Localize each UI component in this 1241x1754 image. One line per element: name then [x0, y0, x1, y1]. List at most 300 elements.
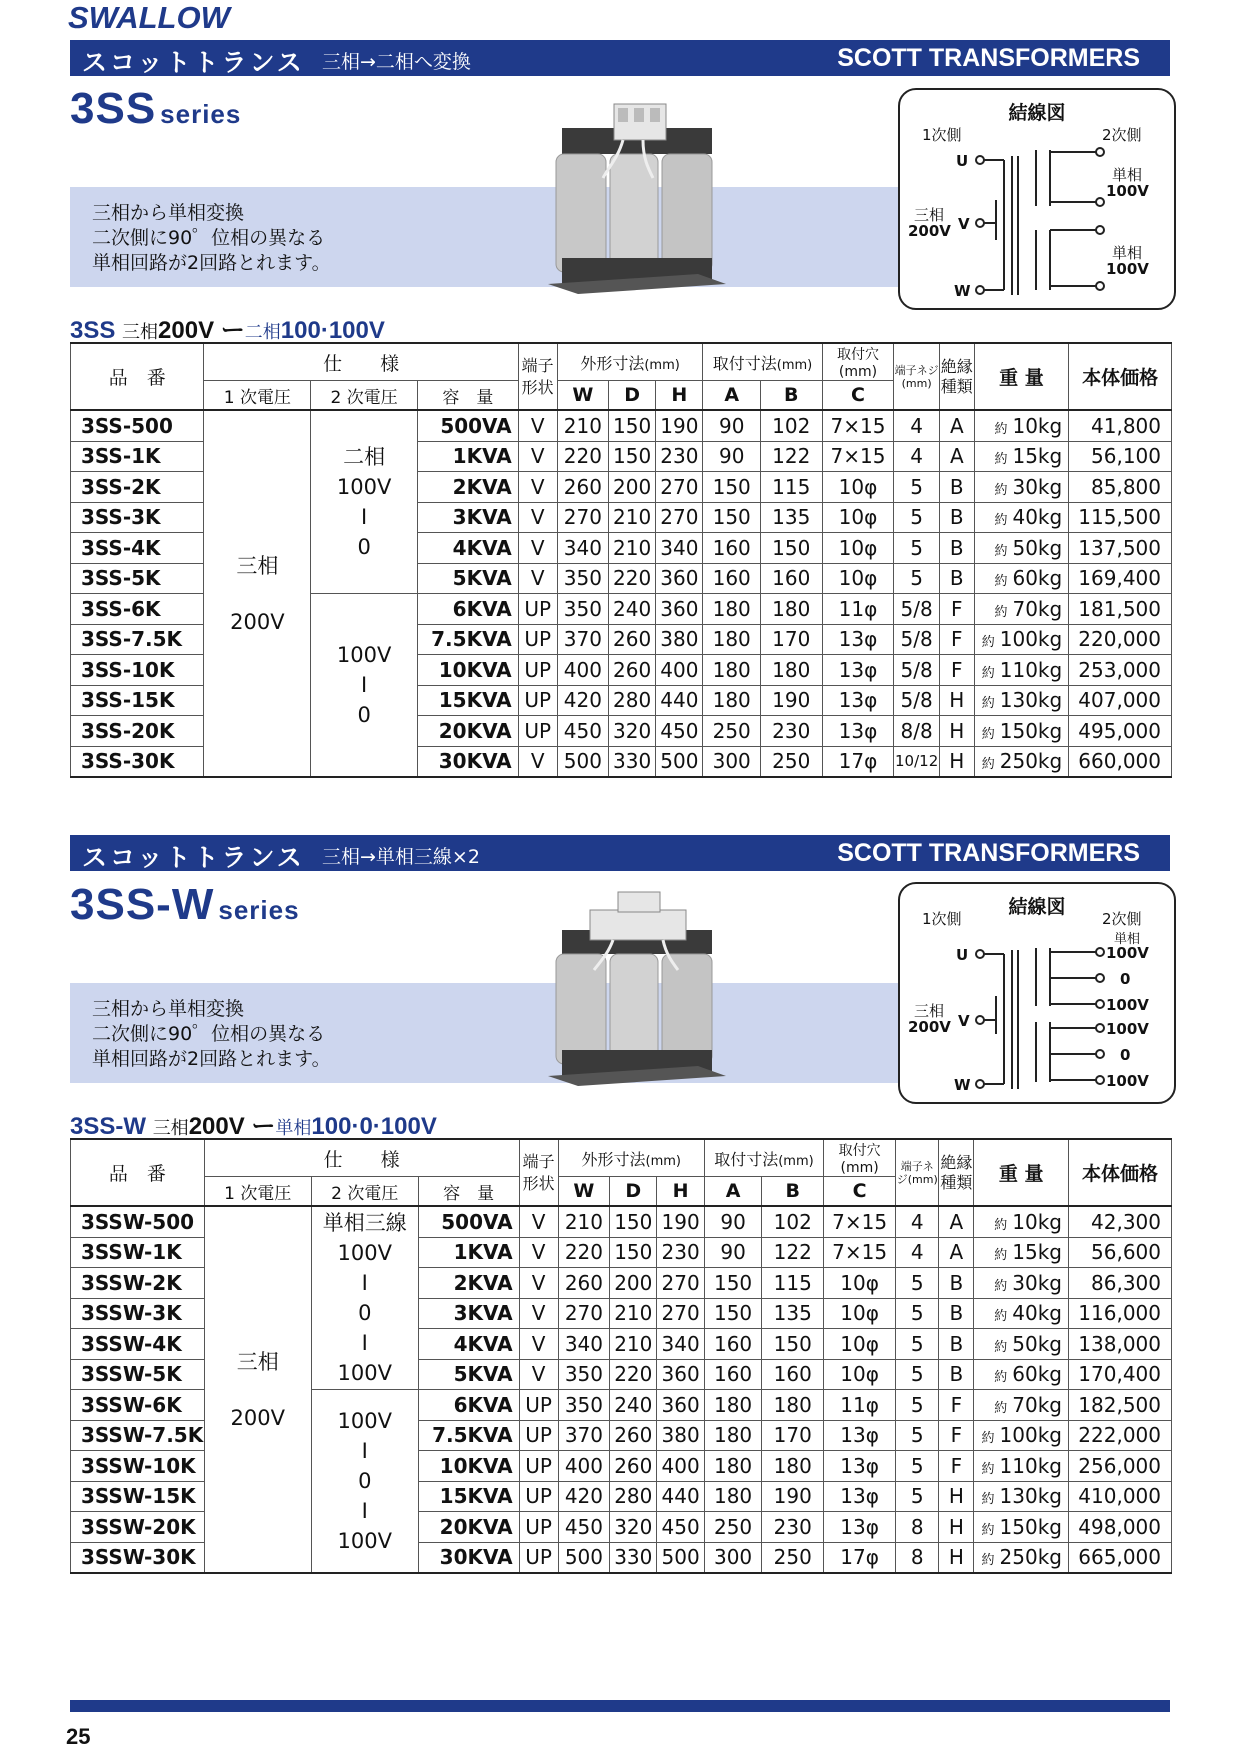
secondary-voltage-cell-bottom	[311, 594, 418, 778]
insulation-cell: H	[939, 1542, 974, 1573]
screw-cell: 10/12	[894, 746, 939, 777]
subhead-output-voltage: 100·0·100V	[311, 1113, 437, 1140]
b-cell: 160	[762, 1359, 824, 1390]
h-cell: 380	[656, 624, 703, 655]
wiring-out-5: 0	[1120, 1046, 1131, 1064]
weight-approx: 約	[994, 1309, 1008, 1325]
model-cell: 3SSW-6K	[71, 1390, 205, 1421]
wiring-secondary-label: 2次側	[1102, 910, 1142, 928]
h-cell: 270	[656, 502, 703, 533]
insulation-cell: F	[939, 1451, 974, 1482]
price-cell: 220,000	[1069, 624, 1172, 655]
weight-approx: 約	[981, 1522, 995, 1538]
terminal-cell: V	[519, 1329, 558, 1360]
weight-cell	[974, 1206, 1069, 1237]
capacity-cell: 15KVA	[418, 1481, 519, 1512]
secondary-voltage-line: 100V	[337, 1409, 392, 1433]
weight-value: 110kg	[999, 657, 1063, 682]
th-capacity: 容 量	[418, 1177, 519, 1207]
insulation-cell: B	[939, 563, 974, 594]
wiring-out-4: 100V	[1106, 1020, 1149, 1038]
secondary-voltage-cell-top	[311, 1206, 418, 1390]
insulation-cell: F	[939, 1420, 974, 1451]
capacity-cell: 7.5KVA	[418, 1420, 519, 1451]
weight-approx: 約	[981, 1553, 995, 1569]
h-cell: 360	[657, 1390, 704, 1421]
desc-line: 単相回路が2回路とれます。	[92, 252, 331, 274]
h-cell: 500	[656, 746, 703, 777]
b-cell: 230	[762, 1512, 824, 1543]
terminal-cell: V	[518, 502, 557, 533]
capacity-cell: 5KVA	[418, 1359, 519, 1390]
model-cell: 3SSW-1K	[71, 1237, 205, 1268]
subhead-voltage: 200V	[158, 317, 215, 344]
hole-cell: 7×15	[824, 1206, 896, 1237]
insulation-cell: B	[939, 1329, 974, 1360]
weight-cell	[974, 1481, 1069, 1512]
weight-approx: 約	[994, 543, 1008, 559]
th-secondary-voltage: 2 次電圧	[311, 1177, 418, 1207]
terminal-cell: V	[518, 410, 557, 441]
terminal-v: V	[958, 1012, 970, 1030]
secondary-voltage-line: 0	[358, 1301, 372, 1325]
w-cell: 260	[557, 472, 608, 503]
series-suffix: series	[218, 895, 300, 925]
weight-value: 150kg	[999, 718, 1063, 743]
w-cell: 500	[557, 746, 608, 777]
th-outer-label: 外形寸法	[580, 353, 645, 373]
screw-cell: 5	[894, 533, 939, 564]
screw-cell: 4	[896, 1206, 939, 1237]
model-cell: 3SS-30K	[71, 746, 204, 777]
hole-cell: 13φ	[824, 1512, 896, 1543]
th-a: A	[704, 1177, 762, 1207]
insulation-cell: H	[939, 716, 974, 747]
d-cell: 150	[609, 410, 656, 441]
section2-product-photo	[548, 890, 728, 1090]
a-cell: 160	[703, 563, 761, 594]
w-cell: 260	[558, 1268, 609, 1299]
model-cell: 3SS-2K	[71, 472, 204, 503]
w-cell: 210	[558, 1206, 609, 1237]
weight-cell	[974, 472, 1068, 503]
terminal-cell: UP	[519, 1420, 558, 1451]
secondary-voltage-line: 0	[358, 1469, 372, 1493]
terminal-cell: UP	[518, 685, 557, 716]
section1-title-bar	[70, 40, 1170, 76]
model-cell: 3SSW-7.5K	[71, 1420, 205, 1451]
h-cell: 270	[657, 1298, 704, 1329]
h-cell: 440	[656, 685, 703, 716]
insulation-cell: B	[939, 1298, 974, 1329]
price-cell: 42,300	[1068, 1206, 1171, 1237]
section2-spec-table	[70, 1138, 1172, 1574]
wiring-lines	[900, 90, 1174, 308]
price-cell: 407,000	[1069, 685, 1172, 716]
hole-cell: 10φ	[824, 1359, 896, 1390]
subhead-voltage: 200V	[188, 1113, 245, 1140]
h-cell: 270	[656, 472, 703, 503]
screw-cell: 5	[894, 502, 939, 533]
model-cell: 3SSW-20K	[71, 1512, 205, 1543]
capacity-cell: 1KVA	[418, 1237, 519, 1268]
weight-value: 70kg	[1012, 596, 1063, 621]
weight-cell	[974, 716, 1068, 747]
weight-value: 40kg	[1012, 1301, 1062, 1326]
secondary-voltage-line: I	[361, 1271, 368, 1295]
insulation-cell: A	[939, 1206, 974, 1237]
capacity-cell: 6KVA	[418, 1390, 519, 1421]
w-cell: 370	[558, 1420, 609, 1451]
insulation-cell: B	[939, 1268, 974, 1299]
model-cell: 3SS-3K	[71, 502, 204, 533]
weight-value: 40kg	[1012, 505, 1063, 530]
a-cell: 160	[704, 1329, 762, 1360]
wiring-out2-a: 単相	[1112, 244, 1143, 262]
screw-cell: 4	[894, 441, 939, 472]
a-cell: 90	[704, 1237, 762, 1268]
weight-approx: 約	[994, 1400, 1008, 1416]
insulation-cell: F	[939, 655, 974, 686]
terminal-w: W	[954, 282, 971, 300]
w-cell: 450	[557, 716, 608, 747]
wiring-200v: 200V	[908, 1018, 951, 1036]
price-cell: 253,000	[1069, 655, 1172, 686]
table-row	[71, 1206, 1172, 1237]
weight-approx: 約	[994, 452, 1008, 468]
th-d: D	[609, 381, 656, 411]
d-cell: 320	[609, 716, 656, 747]
w-cell: 420	[557, 685, 608, 716]
weight-approx: 約	[994, 604, 1008, 620]
d-cell: 200	[609, 472, 656, 503]
weight-cell	[974, 1451, 1069, 1482]
weight-value: 100kg	[999, 1423, 1062, 1448]
d-cell: 210	[610, 1298, 657, 1329]
series-main: 3SS	[70, 84, 157, 133]
insulation-cell: A	[939, 1237, 974, 1268]
screw-cell: 5/8	[894, 594, 939, 625]
weight-value: 60kg	[1012, 566, 1063, 591]
weight-cell	[974, 594, 1068, 625]
weight-value: 10kg	[1012, 413, 1063, 438]
section1-title-sub: 三相→二相へ変換	[322, 51, 471, 73]
weight-approx: 約	[994, 482, 1008, 498]
th-price: 本体価格	[1068, 1139, 1171, 1206]
weight-cell	[974, 1512, 1069, 1543]
model-cell: 3SS-10K	[71, 655, 204, 686]
th-price: 本体価格	[1069, 343, 1172, 410]
th-b: B	[762, 1177, 824, 1207]
d-cell: 200	[610, 1268, 657, 1299]
b-cell: 250	[760, 746, 822, 777]
screw-cell: 5	[896, 1481, 939, 1512]
weight-approx: 約	[981, 726, 995, 742]
series-suffix: series	[160, 99, 242, 129]
th-primary-voltage: 1 次電圧	[204, 381, 311, 411]
weight-cell	[974, 563, 1068, 594]
subhead-output-voltage: 100·100V	[280, 317, 385, 344]
weight-value: 130kg	[999, 1484, 1062, 1509]
secondary-voltage-line: I	[361, 1331, 368, 1355]
price-cell: 85,800	[1069, 472, 1172, 503]
h-cell: 360	[656, 594, 703, 625]
section1-title-jp: スコットトランス	[82, 48, 305, 77]
screw-cell: 5	[894, 563, 939, 594]
th-model: 品 番	[71, 1139, 205, 1206]
weight-cell	[974, 410, 1068, 441]
screw-cell: 5	[894, 472, 939, 503]
d-cell: 330	[610, 1542, 657, 1573]
a-cell: 180	[704, 1481, 762, 1512]
capacity-cell: 20KVA	[418, 1512, 519, 1543]
subhead-dash: ー	[220, 317, 245, 344]
capacity-cell: 30KVA	[418, 1542, 519, 1573]
weight-value: 250kg	[999, 749, 1063, 774]
weight-value: 100kg	[999, 627, 1063, 652]
hole-cell: 7×15	[824, 1237, 896, 1268]
insulation-cell: B	[939, 1359, 974, 1390]
section2-title-sub: 三相→単相三線×2	[322, 846, 480, 868]
terminal-cell: V	[518, 441, 557, 472]
weight-cell	[974, 1237, 1069, 1268]
th-h: H	[656, 381, 703, 411]
b-cell: 135	[762, 1298, 824, 1329]
footer-bar	[70, 1700, 1170, 1712]
model-cell: 3SS-500	[71, 410, 204, 441]
section2-description	[92, 997, 331, 1072]
weight-cell	[974, 502, 1068, 533]
model-cell: 3SSW-4K	[71, 1329, 205, 1360]
secondary-voltage-line: 二相	[343, 445, 386, 469]
terminal-cell: V	[518, 563, 557, 594]
capacity-cell: 10KVA	[418, 655, 519, 686]
section2-table-subhead	[70, 1106, 437, 1141]
hole-cell: 17φ	[822, 746, 894, 777]
w-cell: 340	[557, 533, 608, 564]
price-cell: 665,000	[1068, 1542, 1171, 1573]
model-cell: 3SS-4K	[71, 533, 204, 564]
section1-wiring-diagram	[898, 88, 1176, 310]
w-cell: 370	[557, 624, 608, 655]
h-cell: 360	[657, 1359, 704, 1390]
weight-value: 50kg	[1012, 535, 1063, 560]
a-cell: 180	[704, 1451, 762, 1482]
b-cell: 230	[760, 716, 822, 747]
th-secondary-voltage: 2 次電圧	[311, 381, 418, 411]
th-model: 品 番	[71, 343, 204, 410]
hole-cell: 11φ	[822, 594, 894, 625]
weight-value: 50kg	[1012, 1331, 1062, 1356]
capacity-cell: 3KVA	[418, 502, 519, 533]
a-cell: 180	[703, 685, 761, 716]
w-cell: 400	[557, 655, 608, 686]
screw-cell: 5	[896, 1359, 939, 1390]
insulation-cell: A	[939, 441, 974, 472]
h-cell: 190	[657, 1206, 704, 1237]
price-cell: 56,100	[1069, 441, 1172, 472]
h-cell: 450	[657, 1512, 704, 1543]
b-cell: 115	[762, 1268, 824, 1299]
d-cell: 220	[610, 1359, 657, 1390]
weight-value: 15kg	[1012, 444, 1063, 469]
terminal-w: W	[954, 1076, 971, 1094]
b-cell: 102	[760, 410, 822, 441]
a-cell: 90	[703, 410, 761, 441]
capacity-cell: 30KVA	[418, 746, 519, 777]
secondary-voltage-line: 100V	[337, 1241, 392, 1265]
hole-cell: 13φ	[822, 685, 894, 716]
screw-cell: 8	[896, 1542, 939, 1573]
insulation-cell: H	[939, 1512, 974, 1543]
th-hole: 取付穴(mm)	[824, 1139, 896, 1177]
section2-title-en: SCOTT TRANSFORMERS	[837, 839, 1140, 867]
d-cell: 210	[609, 533, 656, 564]
insulation-cell: F	[939, 624, 974, 655]
secondary-voltage-line: 100V	[337, 1361, 392, 1385]
desc-line: 単相回路が2回路とれます。	[92, 1048, 331, 1070]
weight-cell	[974, 1359, 1069, 1390]
a-cell: 90	[704, 1206, 762, 1237]
secondary-voltage-line: 単相三線	[322, 1211, 407, 1235]
desc-line: 三相から単相変換	[92, 998, 245, 1020]
section2-title-jp: スコットトランス	[82, 843, 305, 872]
weight-cell	[974, 533, 1068, 564]
screw-cell: 8	[896, 1512, 939, 1543]
weight-approx: 約	[994, 1248, 1008, 1264]
b-cell: 180	[762, 1390, 824, 1421]
b-cell: 122	[760, 441, 822, 472]
weight-value: 30kg	[1012, 1270, 1062, 1295]
weight-value: 150kg	[999, 1514, 1062, 1539]
d-cell: 240	[610, 1390, 657, 1421]
screw-cell: 4	[896, 1237, 939, 1268]
secondary-voltage-line: I	[361, 673, 368, 697]
section2-wiring-diagram	[898, 882, 1176, 1104]
terminal-v: V	[958, 215, 970, 233]
section2-description-band	[70, 983, 902, 1083]
secondary-voltage-line: 0	[357, 703, 371, 727]
b-cell: 250	[762, 1542, 824, 1573]
th-c: C	[822, 381, 894, 411]
th-b: B	[760, 381, 822, 411]
capacity-cell: 15KVA	[418, 685, 519, 716]
screw-cell: 5	[896, 1451, 939, 1482]
th-mount-unit: (mm)	[778, 1153, 814, 1169]
b-cell: 115	[760, 472, 822, 503]
terminal-cell: UP	[518, 624, 557, 655]
section1-product-photo	[548, 98, 728, 298]
hole-cell: 10φ	[822, 533, 894, 564]
a-cell: 160	[704, 1359, 762, 1390]
h-cell: 380	[657, 1420, 704, 1451]
hole-cell: 17φ	[824, 1542, 896, 1573]
wiring-out-6: 100V	[1106, 1072, 1149, 1090]
b-cell: 170	[762, 1420, 824, 1451]
capacity-cell: 4KVA	[418, 1329, 519, 1360]
th-a: A	[703, 381, 761, 411]
weight-value: 60kg	[1012, 1362, 1062, 1387]
th-w: W	[558, 1177, 609, 1207]
hole-cell: 10φ	[824, 1329, 896, 1360]
secondary-voltage-cell-bottom	[311, 1390, 418, 1574]
weight-approx: 約	[981, 757, 995, 773]
terminal-cell: V	[518, 472, 557, 503]
th-spec: 仕 様	[204, 343, 518, 381]
b-cell: 160	[760, 563, 822, 594]
capacity-cell: 6KVA	[418, 594, 519, 625]
weight-cell	[974, 1542, 1069, 1573]
b-cell: 190	[762, 1481, 824, 1512]
secondary-voltage-line: I	[361, 1439, 368, 1463]
h-cell: 230	[656, 441, 703, 472]
price-cell: 115,500	[1069, 502, 1172, 533]
th-insulation: 絶縁種類	[939, 1139, 974, 1206]
w-cell: 450	[558, 1512, 609, 1543]
w-cell: 270	[558, 1298, 609, 1329]
wiring-title: 結線図	[1008, 102, 1066, 124]
terminal-cell: UP	[519, 1390, 558, 1421]
section1-title-en: SCOTT TRANSFORMERS	[837, 44, 1140, 72]
model-cell: 3SS-1K	[71, 441, 204, 472]
a-cell: 150	[703, 472, 761, 503]
hole-cell: 11φ	[824, 1390, 896, 1421]
primary-voltage-cell	[204, 1206, 311, 1573]
hole-cell: 10φ	[822, 502, 894, 533]
weight-value: 250kg	[999, 1545, 1062, 1570]
screw-cell: 5	[896, 1329, 939, 1360]
price-cell: 138,000	[1068, 1329, 1171, 1360]
insulation-cell: F	[939, 594, 974, 625]
insulation-cell: B	[939, 472, 974, 503]
th-h: H	[657, 1177, 704, 1207]
capacity-cell: 2KVA	[418, 1268, 519, 1299]
a-cell: 180	[703, 624, 761, 655]
th-outer-label: 外形寸法	[581, 1149, 646, 1169]
model-cell: 3SSW-15K	[71, 1481, 205, 1512]
insulation-cell: B	[939, 533, 974, 564]
weight-approx: 約	[994, 1278, 1008, 1294]
weight-cell	[974, 1420, 1069, 1451]
th-mount	[704, 1139, 823, 1177]
secondary-voltage-cell-top	[311, 410, 418, 594]
th-screw: 端子ネジ(mm)	[896, 1139, 939, 1206]
page-number: 25	[66, 1724, 91, 1749]
model-cell: 3SSW-3K	[71, 1298, 205, 1329]
w-cell: 270	[557, 502, 608, 533]
wiring-out1-b: 100V	[1106, 182, 1149, 200]
desc-line: 三相から単相変換	[92, 202, 245, 224]
price-cell: 116,000	[1068, 1298, 1171, 1329]
d-cell: 240	[609, 594, 656, 625]
secondary-voltage-line: 100V	[337, 1529, 392, 1553]
th-c: C	[824, 1177, 896, 1207]
price-cell: 182,500	[1068, 1390, 1171, 1421]
hole-cell: 10φ	[824, 1298, 896, 1329]
model-cell: 3SSW-10K	[71, 1451, 205, 1482]
wiring-out-3: 100V	[1106, 996, 1149, 1014]
price-cell: 137,500	[1069, 533, 1172, 564]
screw-cell: 5	[896, 1420, 939, 1451]
a-cell: 160	[703, 533, 761, 564]
screw-cell: 5/8	[894, 685, 939, 716]
secondary-voltage-line: I	[361, 1499, 368, 1523]
th-mount-label: 取付寸法	[712, 353, 777, 373]
wiring-single-phase: 単相	[1114, 932, 1141, 947]
terminal-cell: V	[518, 746, 557, 777]
th-outer	[558, 1139, 704, 1177]
secondary-voltage-line: 0	[357, 535, 371, 559]
